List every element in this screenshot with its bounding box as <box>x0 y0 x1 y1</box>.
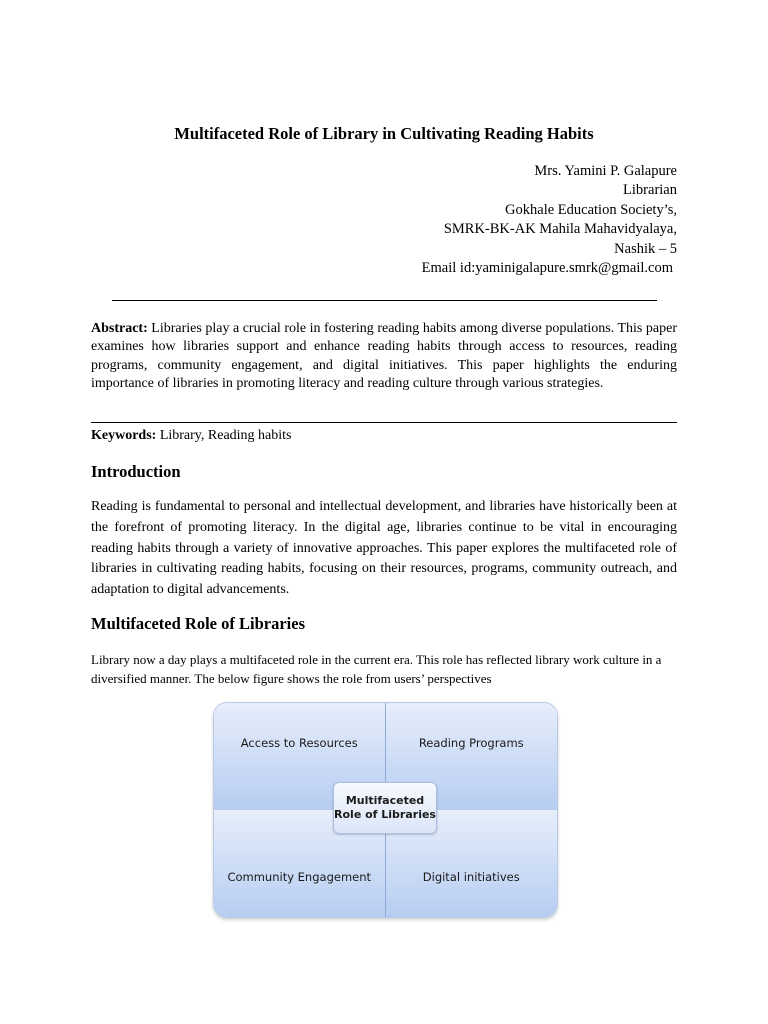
figure-label: Digital initiatives <box>422 870 520 884</box>
keywords-text: Library, Reading habits <box>156 428 292 443</box>
figure-label: Community Engagement <box>227 870 372 884</box>
paper-title: Multifaceted Role of Library in Cultivating Reading Habits <box>174 124 594 143</box>
author-designation: Librarian <box>623 182 677 199</box>
author-city: Nashik – 5 <box>614 240 677 257</box>
figure-label: Access to Resources <box>240 736 358 750</box>
author-email: Email id:yaminigalapure.smrk@gmail.com <box>421 260 673 277</box>
separator-line <box>91 422 677 423</box>
roles-heading: Multifaceted Role of Libraries <box>91 614 305 633</box>
roles-paragraph: Library now a day plays a multifaceted role in the current era. This role has reflected library work culture in a diversified manner. The below figure shows the role from users’ perspectives <box>91 652 662 686</box>
author-block <box>422 162 677 278</box>
keywords-label: Keywords: <box>91 428 157 443</box>
author-college: SMRK-BK-AK Mahila Mahavidyalaya, <box>443 221 677 238</box>
author-name: Mrs. Yamini P. Galapure <box>534 163 677 179</box>
abstract-label: Abstract: <box>91 321 148 336</box>
abstract-paragraph <box>91 320 677 394</box>
figure-center-box: Multifaceted Role of Libraries <box>333 782 437 834</box>
abstract-text: Libraries play a crucial role in fostering reading habits among diverse populations. This paper examines how libraries support and enhance reading habits through access to resources, reading programs, community engagement, and digital initiatives. This paper highlights the enduring importance of libraries in promoting literacy and reading culture through various strategies. <box>91 321 677 392</box>
figure-label: Reading Programs <box>418 736 524 750</box>
author-society: Gokhale Education Society’s, <box>505 201 677 218</box>
introduction-heading: Introduction <box>91 462 181 481</box>
keywords-line <box>91 428 677 444</box>
separator-line <box>112 300 657 301</box>
introduction-paragraph: Reading is fundamental to personal and intellectual development, and libraries have historically been at the forefront of promoting literacy. In the digital age, libraries continue to be vital in encouraging reading habits through a variety of innovative approaches. This paper explores the multifaceted role of libraries in cultivating reading habits, focusing on their resources, programs, community outreach, and adaptation to digital advancements. <box>91 499 677 598</box>
